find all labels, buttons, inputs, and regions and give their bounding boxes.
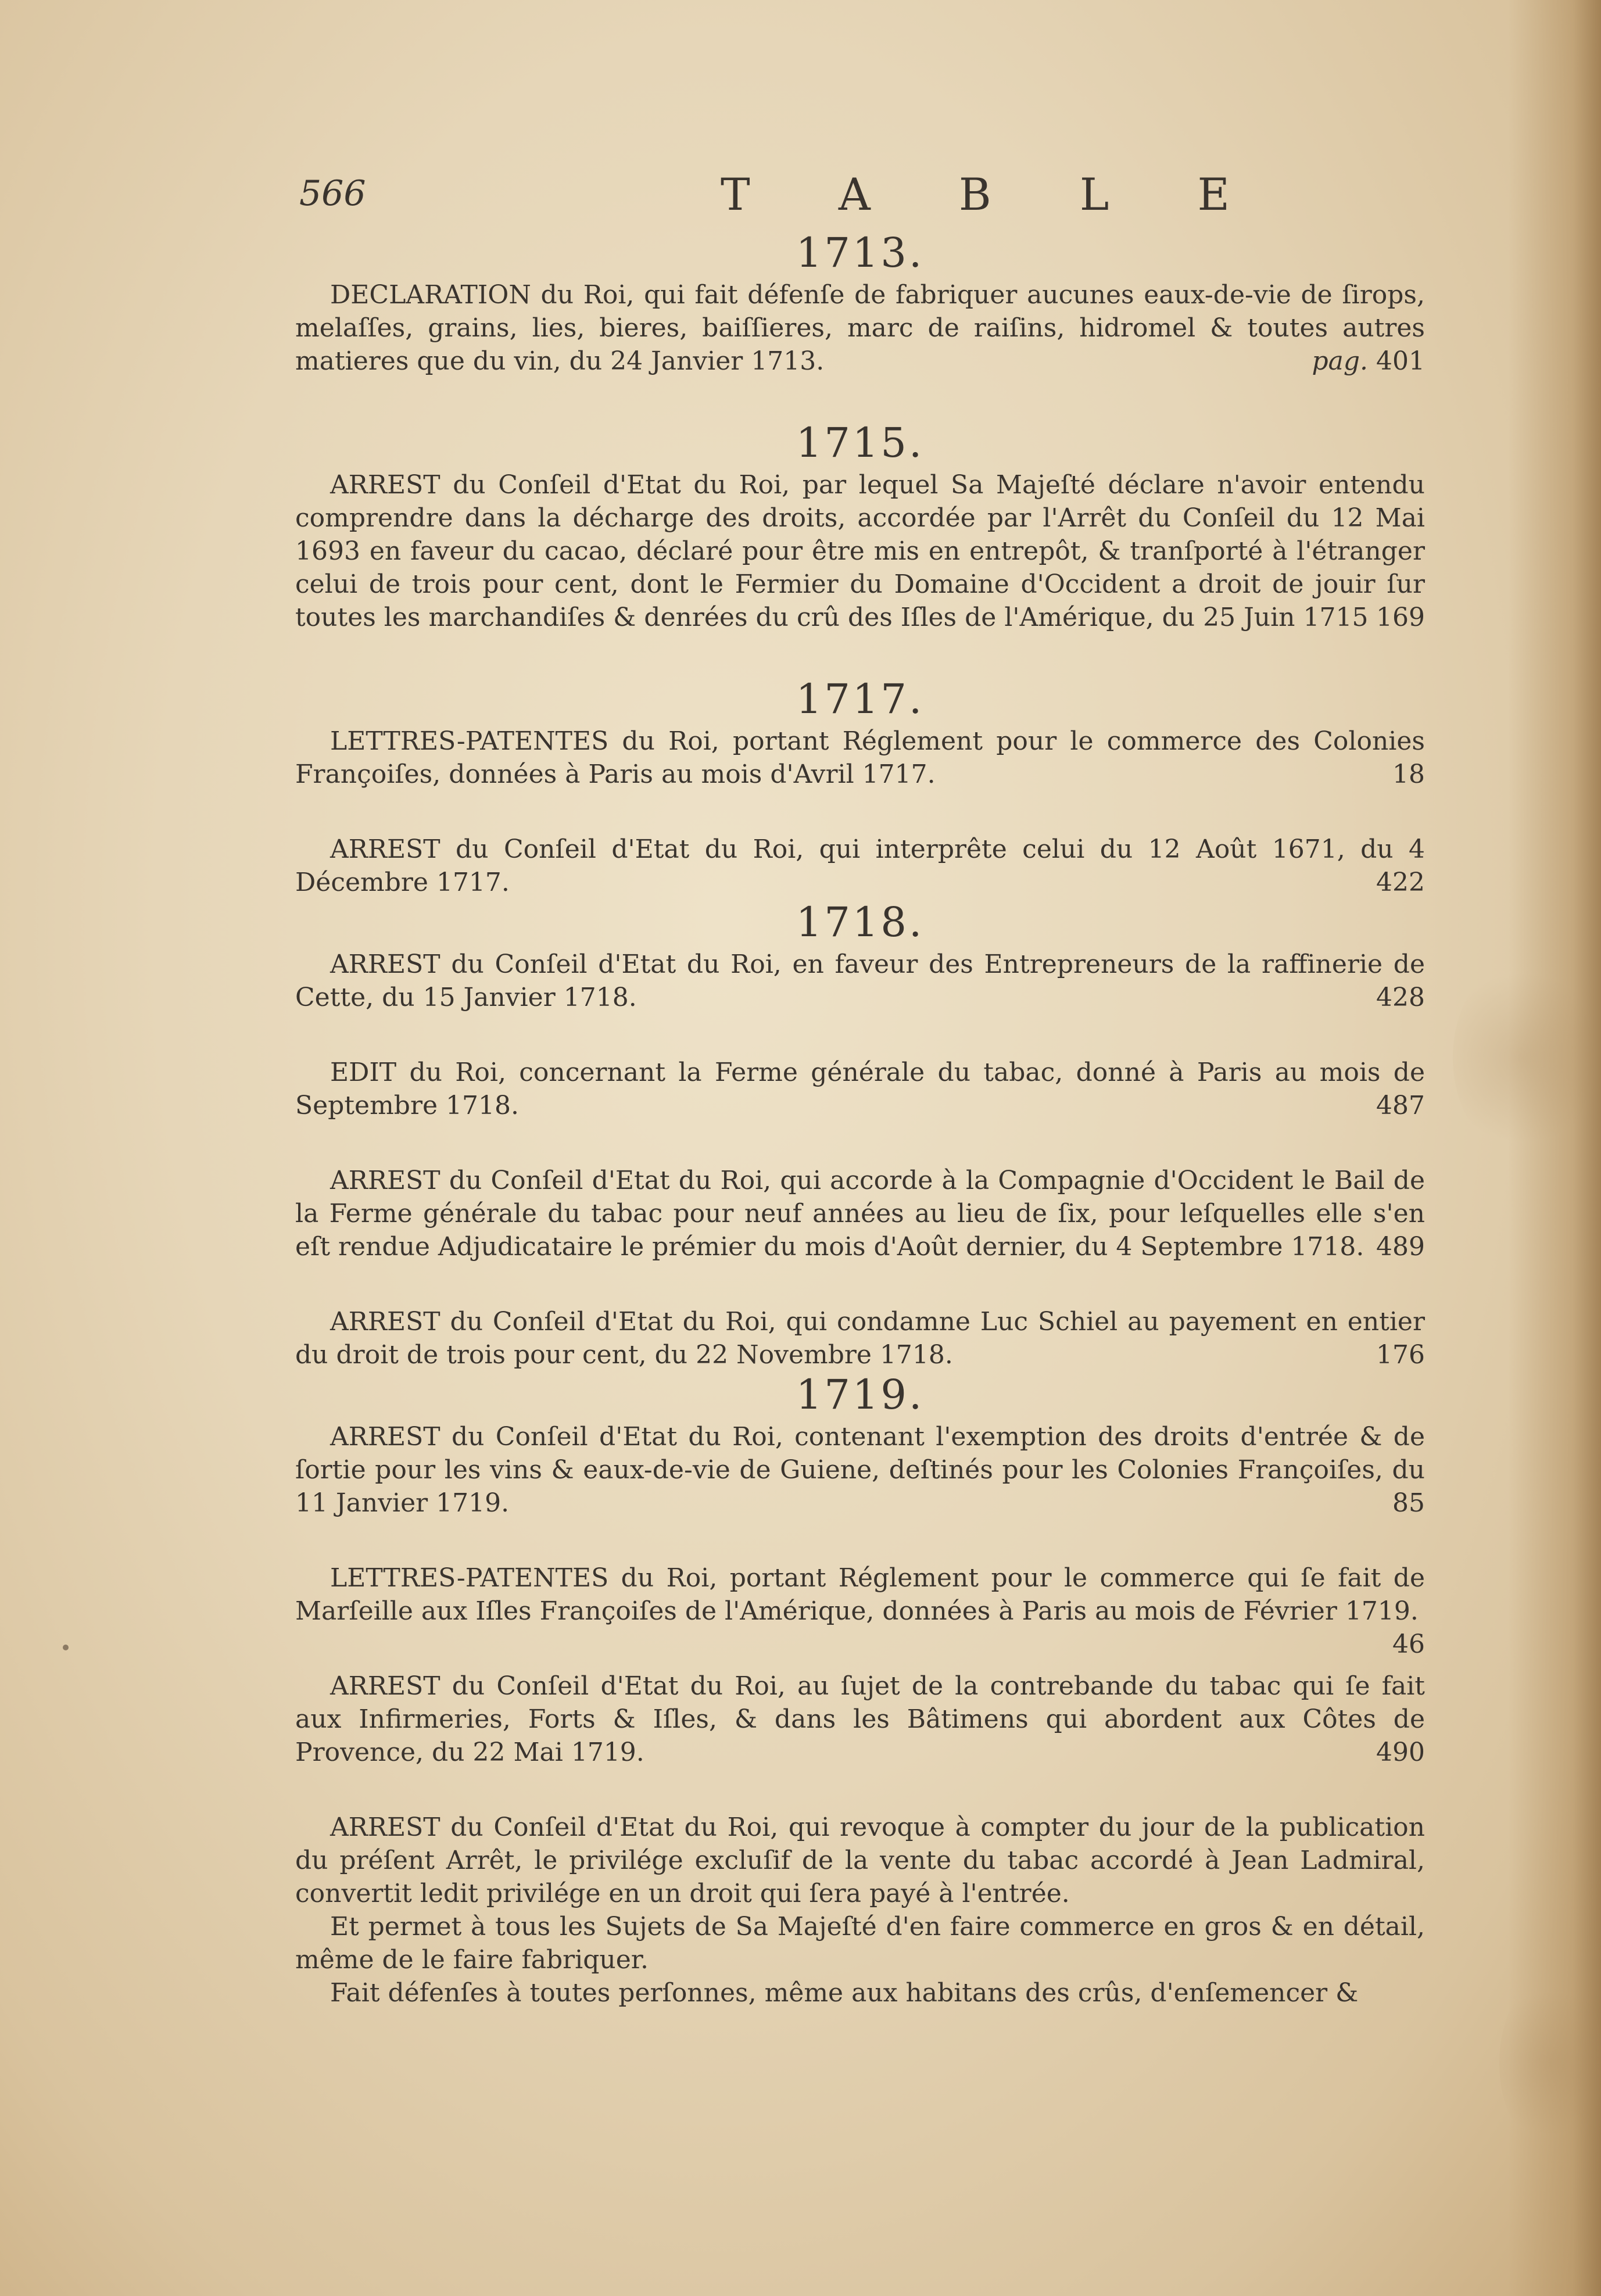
table-of-contents: [295, 230, 1425, 2010]
final-entry-paragraph: ARREST du Conſeil d'Etat du Roi, qui revoque à compter du jour de la publication du préſent Arrêt, le privilége excluſif de la vente du tabac accordé à Jean Ladmiral, convertit ledit privilége en un droit qui ſera payé à l'entrée.: [295, 1813, 1425, 1908]
page-ref: 422: [1376, 868, 1425, 897]
entry-text: ARREST du Conſeil d'Etat du Roi, qui accorde à la Compagnie d'Occident le Bail de la Ferme générale du tabac pour neuf années au lieu de ſix, pour leſquelles elle s'en eſt rendue Adjudicataire le prémier du mois d'Août dernier, du 4 Septembre 1718.: [295, 1166, 1425, 1262]
paper-stain: [1453, 959, 1592, 1156]
page-ref: 428: [1376, 983, 1425, 1012]
entry-text: ARREST du Conſeil d'Etat du Roi, qui interprête celui du 12 Août 1671, du 4 Décembre 1717.: [295, 834, 1425, 897]
page-ref: 487: [1376, 1091, 1425, 1120]
page-number: 566: [299, 173, 366, 214]
entry-page: [1312, 345, 1425, 378]
page-ref: 18: [1392, 760, 1425, 789]
paper-stain: [1499, 1976, 1601, 2150]
toc-entry: [295, 1670, 1425, 1769]
year-heading: 1718.: [796, 898, 925, 946]
entry-text: ARREST du Conſeil d'Etat du Roi, au ſujet de la contrebande du tabac qui ſe fait aux Infirmeries, Forts & Iſles, & dans les Bâtimens qui abordent aux Côtes de Provence, du 22 Mai 1719.: [295, 1671, 1425, 1767]
page-header: [299, 169, 1427, 227]
final-entry-paragraph: Fait défenſes à toutes perſonnes, même aux habitans des crûs, d'enſemencer &: [330, 1978, 1359, 2008]
page-ref: 46: [1392, 1629, 1425, 1659]
running-title: T A B L E: [721, 169, 1267, 220]
page-ref: 490: [1376, 1738, 1425, 1767]
ink-speck: [63, 1645, 69, 1650]
entry-text: LETTRES-PATENTES du Roi, portant Réglement pour le commerce des Colonies Françoiſes, données à Paris au mois d'Avril 1717.: [295, 726, 1425, 789]
entry-text: ARREST du Conſeil d'Etat du Roi, par lequel Sa Majeſté déclare n'avoir entendu comprendre dans la décharge des droits, accordée par l'Arrêt du Conſeil du 12 Mai 1693 en faveur du cacao, déclaré pour être mis en entrepôt, & tranſporté à l'étranger celui de trois pour cent, dont le Fermier du Domaine d'Occident a droit de jouir ſur toutes les marchandiſes & denrées du crû des Iſles de l'Amérique, du 25 Juin 1715: [295, 470, 1425, 632]
entry-text: ARREST du Conſeil d'Etat du Roi, en faveur des Entrepreneurs de la raffinerie de Cette, du 15 Janvier 1718.: [295, 950, 1425, 1012]
toc-entry: [295, 1561, 1425, 1659]
entry-text: ARREST du Conſeil d'Etat du Roi, qui condamne Luc Schiel au payement en entier du droit de trois pour cent, du 22 Novembre 1718.: [295, 1307, 1425, 1370]
final-entry-paragraph: Et permet à tous les Sujets de Sa Majeſté d'en faire commerce en gros & en détail, même de le faire fabriquer.: [295, 1912, 1425, 1975]
page-ref: 176: [1376, 1340, 1425, 1370]
toc-entry: [295, 468, 1425, 634]
entry-text: ARREST du Conſeil d'Etat du Roi, contenant l'exemption des droits d'entrée & de ſortie pour les vins & eaux-de-vie de Guiene, deſtinés pour les Colonies Françoiſes, du 11 Janvier 1719.: [295, 1422, 1425, 1518]
entry-text: EDIT du Roi, concernant la Ferme générale du tabac, donné à Paris au mois de Septembre 1718.: [295, 1058, 1425, 1120]
page-ref: 489: [1376, 1232, 1425, 1262]
year-heading: 1719.: [796, 1371, 925, 1419]
year-heading: 1713.: [796, 229, 925, 277]
toc-entry: [295, 1305, 1425, 1371]
pag-label: pag.: [1312, 346, 1369, 376]
entry-text: DECLARATION du Roi, qui fait défenſe de fabriquer aucunes eaux-de-vie de ſirops, melaſſes, grains, lies, bieres, baiſſieres, marc de raiſins, hidromel & toutes autres matieres que du vin, du 24 Janvier 1713.: [295, 280, 1425, 376]
toc-entry: [295, 725, 1425, 791]
entry-text: LETTRES-PATENTES du Roi, portant Réglement pour le commerce qui ſe fait de Marſeille aux Iſles Françoiſes de l'Amérique, données à Paris au mois de Février 1719.: [295, 1563, 1425, 1626]
year-heading: 1717.: [796, 675, 925, 723]
page-ref: 85: [1392, 1488, 1425, 1518]
toc-entry: [295, 278, 1425, 378]
toc-entry: [295, 1164, 1425, 1263]
year-heading: 1715.: [796, 419, 925, 467]
page-ref: 169: [1376, 603, 1425, 632]
toc-entry: [295, 1056, 1425, 1122]
page-ref: 401: [1376, 346, 1425, 376]
toc-entry: [295, 833, 1425, 899]
toc-entry: [295, 948, 1425, 1014]
toc-entry: [295, 1420, 1425, 1520]
